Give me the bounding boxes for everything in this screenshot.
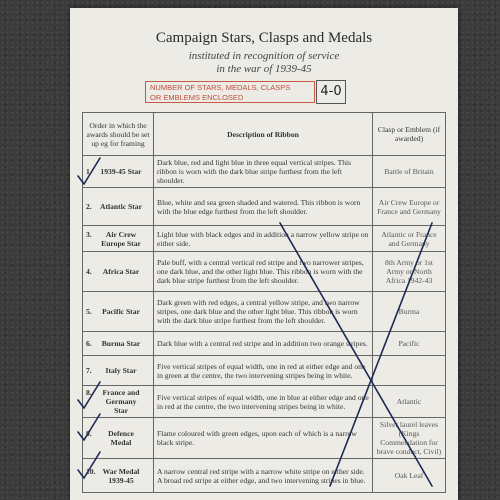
award-name: Atlantic Star — [100, 202, 142, 211]
clasp-emblem: 8th Army or 1st Army or North Africa 1942-43 — [373, 252, 446, 292]
row-award — [83, 252, 154, 292]
row-number: 5. — [86, 307, 92, 316]
clasp-emblem: Pacific — [373, 332, 446, 356]
table-row — [83, 459, 446, 493]
header-clasp: Clasp or Emblem (if awarded) — [373, 113, 446, 156]
row-award — [83, 226, 154, 252]
award-name: Africa Star — [102, 267, 140, 276]
award-name: France and Germany Star — [102, 388, 140, 415]
row-number: 1. — [86, 167, 92, 176]
row-number: 7. — [86, 366, 92, 375]
row-number: 4. — [86, 267, 92, 276]
award-name: Burma Star — [101, 339, 141, 348]
award-name: Pacific Star — [102, 307, 140, 316]
ribbon-description: A narrow central red stripe with a narrow white stripe on either side. A broad red stripe at either edge, and two intervening stripes in blue. — [154, 459, 373, 493]
form-subtitle-line2: in the war of 1939-45 — [216, 63, 312, 75]
award-name: Italy Star — [105, 366, 137, 375]
row-award — [83, 332, 154, 356]
table-header-row — [83, 113, 446, 156]
enclosed-count-label — [145, 81, 315, 103]
row-award — [83, 156, 154, 188]
table-row — [83, 386, 446, 418]
header-description: Description of Ribbon — [154, 113, 373, 156]
ribbon-description: Blue, white and sea green shaded and watered. This ribbon is worn with the blue edge furthest from the left shoulder. — [154, 188, 373, 226]
ribbon-description: Five vertical stripes of equal width, one in red at either edge and one in green at the centre, the two intervening stripes being in white. — [154, 356, 373, 386]
award-name: Air Crew Europe Star — [101, 229, 141, 248]
table-row — [83, 188, 446, 226]
award-name: 1939-45 Star — [100, 167, 142, 176]
enclosed-label-line1: NUMBER OF STARS, MEDALS, CLASPS — [150, 83, 291, 92]
table-row — [83, 226, 446, 252]
clasp-emblem: Atlantic — [373, 386, 446, 418]
clasp-emblem: Air Crew Europe or France and Germany — [373, 188, 446, 226]
ribbon-description: Dark green with red edges, a central yellow stripe, and two narrow stripes, one dark blue and the other light blue. This ribbon is worn with the dark blue stripe furthest from the left shoulder. — [154, 292, 373, 332]
table-row — [83, 292, 446, 332]
ribbon-description: Dark blue with a central red stripe and in addition two orange stripes. — [154, 332, 373, 356]
row-number: 2. — [86, 202, 92, 211]
clasp-emblem: Atlantic or France and Germany — [373, 226, 446, 252]
medal-form-sheet — [70, 8, 458, 500]
table-row — [83, 252, 446, 292]
row-award — [83, 188, 154, 226]
table-row — [83, 332, 446, 356]
row-number: 8. — [86, 388, 92, 397]
row-number: 6. — [86, 339, 92, 348]
clasp-emblem — [373, 356, 446, 386]
award-name: War Medal 1939-45 — [102, 466, 140, 485]
clasp-emblem: Battle of Britain — [373, 156, 446, 188]
enclosed-count-value: 4-0 — [316, 80, 346, 104]
award-name: Defence Medal — [108, 429, 134, 447]
ribbon-description: Light blue with black edges and in addition a narrow yellow stripe on either side. — [154, 226, 373, 252]
ribbon-description: Pale buff, with a central vertical red stripe and two narrower stripes, one dark blue, and the other light blue. This ribbon is worn with the dark blue stripe furthest from the left shoulder. — [154, 252, 373, 292]
form-title: Campaign Stars, Clasps and Medals — [155, 30, 373, 46]
row-award — [83, 356, 154, 386]
row-number: 9. — [86, 429, 92, 438]
ribbon-description: Flame coloured with green edges, upon each of which is a narrow black stripe. — [154, 418, 373, 459]
enclosed-label-line2: OR EMBLEMS ENCLOSED — [150, 93, 244, 102]
table-row — [83, 418, 446, 459]
row-award — [83, 459, 154, 493]
row-award — [83, 418, 154, 459]
table-row — [83, 156, 446, 188]
clasp-emblem: Silver laurel leaves (Kings Commendation for brave conduct, Civil) — [373, 418, 446, 459]
row-award — [83, 386, 154, 418]
row-number: 3. — [86, 229, 92, 239]
row-number: 10. — [86, 466, 96, 476]
clasp-emblem: Burma — [373, 292, 446, 332]
ribbon-description: Five vertical stripes of equal width, one in blue at either edge and one in red at the centre, the two intervening stripes being in white. — [154, 386, 373, 418]
ribbon-description: Dark blue, red and light blue in three equal vertical stripes. This ribbon is worn with the dark blue stripe furthest from the left shoulder. — [154, 156, 373, 188]
header-order: Order in which the awards should be set up eg for framing — [83, 113, 154, 156]
row-award — [83, 292, 154, 332]
table-row — [83, 356, 446, 386]
medals-table — [82, 112, 446, 493]
clasp-emblem: Oak Leaf — [373, 459, 446, 493]
form-subtitle-line1: instituted in recognition of service — [188, 50, 340, 62]
